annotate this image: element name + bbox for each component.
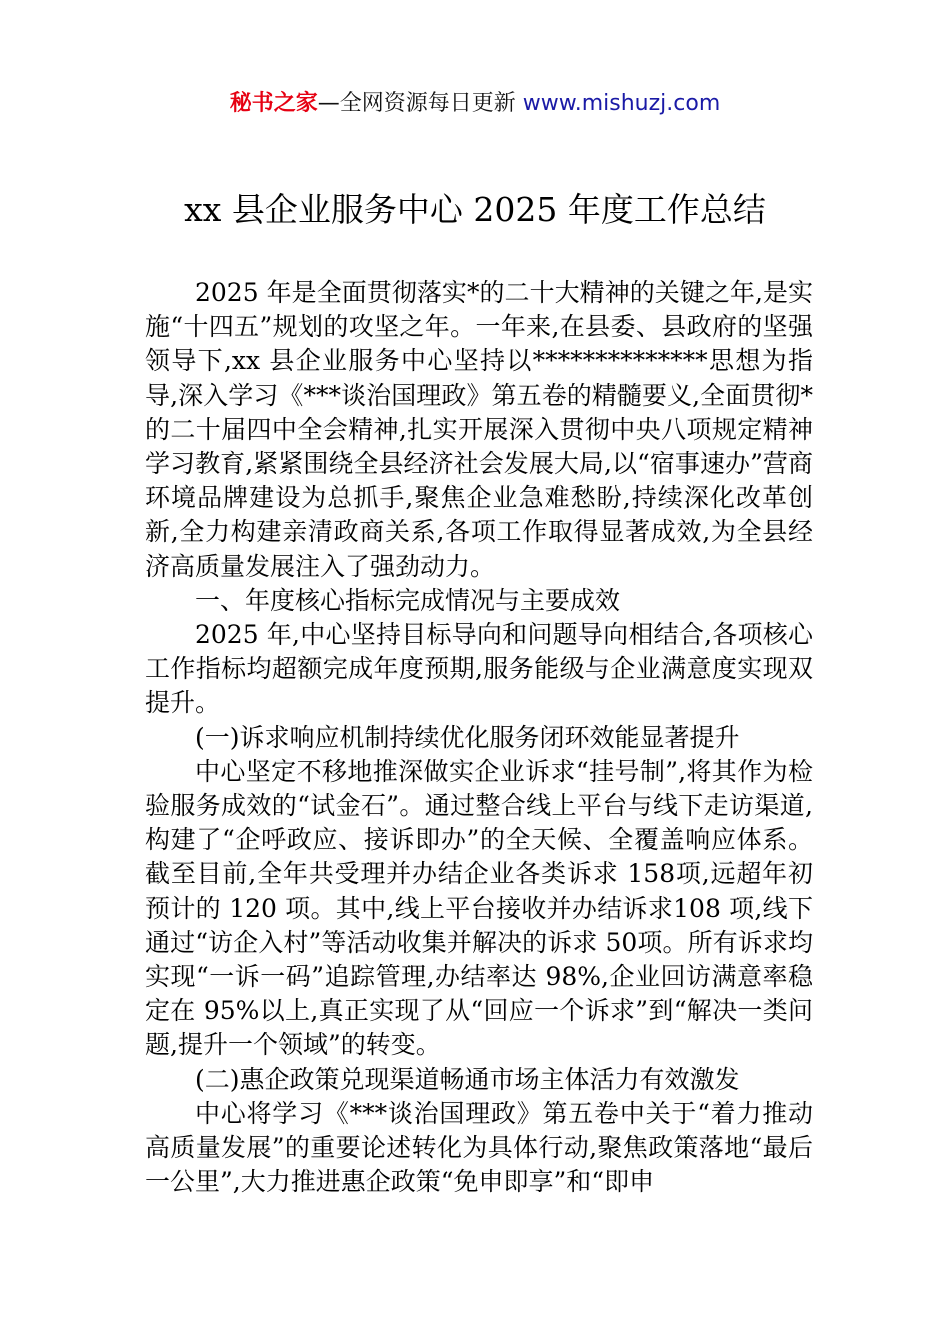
subsection-heading-1: (一)诉求响应机制持续优化服务闭环效能显著提升 [195,722,740,752]
site-name: 秘书之家 [229,91,318,116]
intro-paragraph: 2025 年是全面贯彻落实*的二十大精神的关键之年,是实施“十四五”规划的攻坚之年。一年来,在县委、县政府的坚强领导下,xx 县企业服务中心坚持以**************思想为指导,深入学习《***谈治国理政》第五卷的精髓要义,全面贯彻*的二十届四中全会精神,扎实开展深入贯彻中央八项规定精神学习教育,紧紧围绕全县经济社会发展大局,以“宿事速办”营商环境品牌建设为总抓手,聚焦企业急难愁盼,持续深化改革创新,全力构建亲清政商关系,各项工作取得显著成效,为全县经济高质量发展注入了强劲动力。 [145,278,813,581]
section-heading-1: 一、年度核心指标完成情况与主要成效 [195,585,621,615]
site-header [0,88,950,120]
document-title: xx 县企业服务中心 2025 年度工作总结 [184,190,766,229]
body-paragraph: 2025 年,中心坚持目标导向和问题导向相结合,各项核心工作指标均超额完成年度预期,服务能级与企业满意度实现双提升。 [145,620,813,718]
subsection-heading-2: (二)惠企政策兑现渠道畅通市场主体活力有效激发 [195,1064,740,1094]
site-url-link[interactable]: www.mishuzj.com [522,91,721,116]
document-body [145,276,813,1199]
site-slogan: —全网资源每日更新 [317,91,523,116]
body-paragraph: 中心坚定不移地推深做实企业诉求“挂号制”,将其作为检验服务成效的“试金石”。通过整合线上平台与线下走访渠道,构建了“企呼政应、接诉即办”的全天候、全覆盖响应体系。截至目前,全年共受理并办结企业各类诉求 158项,远超年初预计的 120 项。其中,线上平台接收并办结诉求108 项,线下通过“访企入村”等活动收集并解决的诉求 50项。所有诉求均实现“一诉一码”追踪管理,办结率达 98%,企业回访满意率稳定在 95%以上,真正实现了从“回应一个诉求”到“解决一类问题,提升一个领域”的转变。 [145,756,813,1060]
body-paragraph: 中心将学习《***谈治国理政》第五卷中关于“着力推动高质量发展”的重要论述转化为具体行动,聚焦政策落地“最后一公里”,大力推进惠企政策“免申即享”和“即申 [145,1098,813,1197]
